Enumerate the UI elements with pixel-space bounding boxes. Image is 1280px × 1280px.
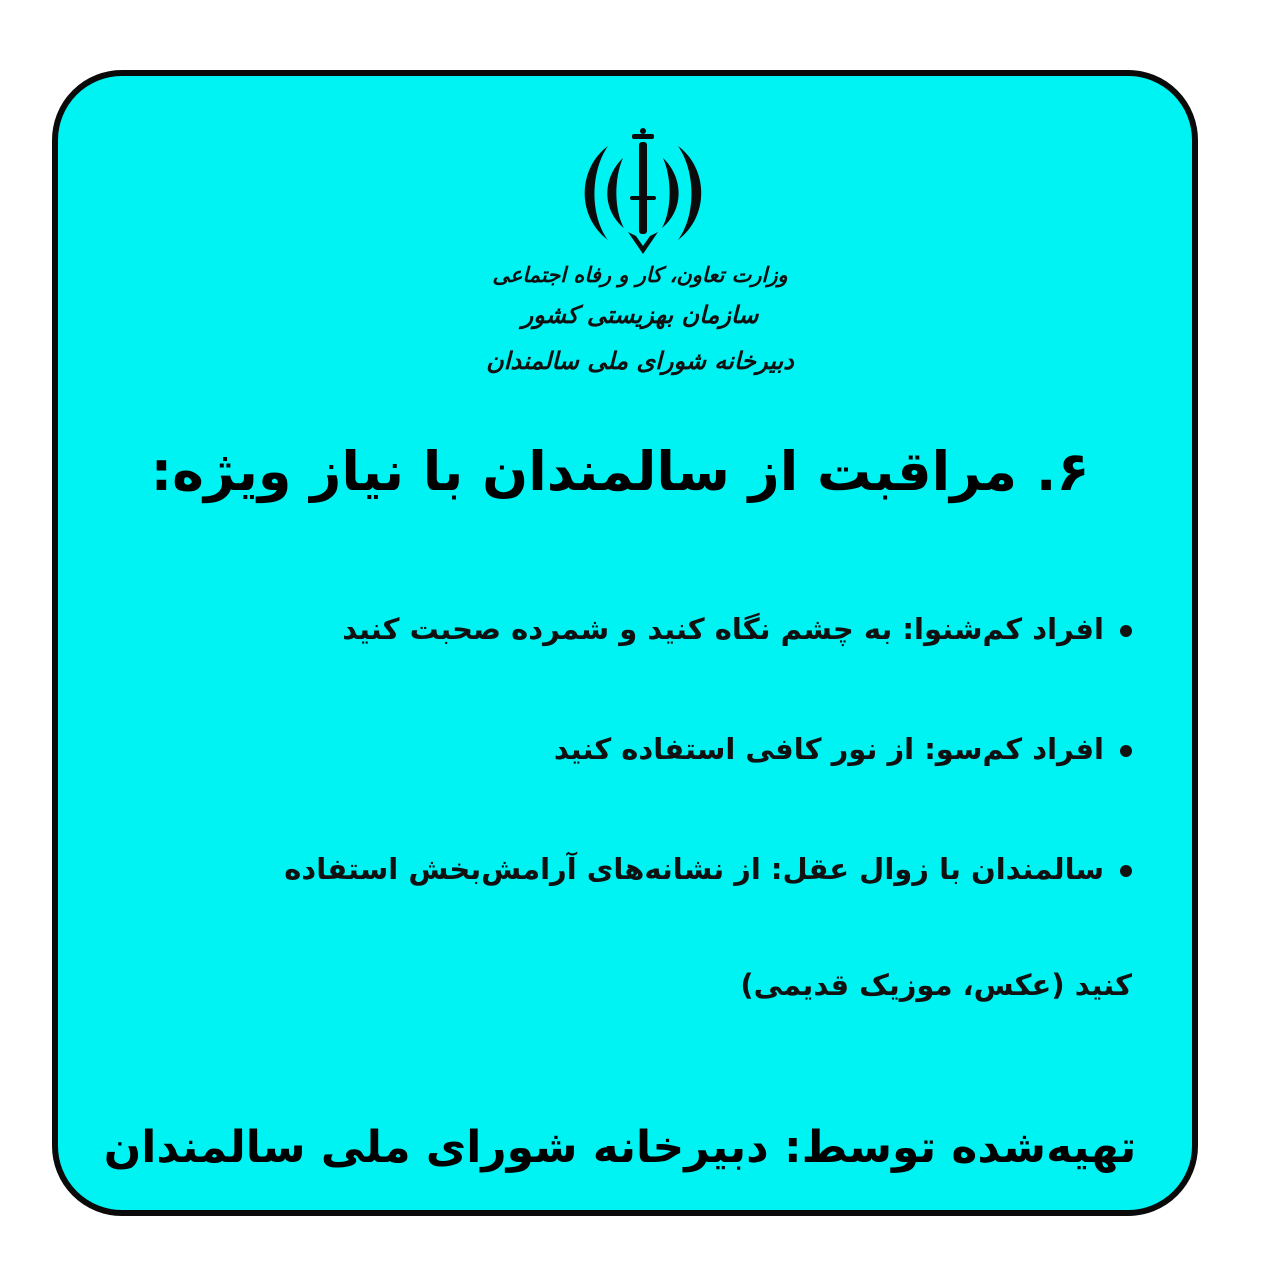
list-item-text: افراد کم‌سو: از نور کافی استفاده کنید: [553, 732, 1104, 766]
page-title: ۶. مراقبت از سالمندان با نیاز ویژه:: [150, 440, 1090, 503]
bullet-icon: [1120, 865, 1132, 877]
org-welfare: سازمان بهزیستی کشور: [521, 300, 759, 329]
org-secretariat: دبیرخانه شورای ملی سالمندان: [486, 346, 794, 375]
iran-emblem-icon: [568, 128, 718, 258]
list-item: [554, 732, 1132, 766]
bullet-icon: [1120, 625, 1132, 637]
footer-credit: تهیه‌شده توسط: دبیرخانه شورای ملی سالمندان: [103, 1122, 1137, 1173]
list-item: [342, 612, 1132, 646]
list-item: [284, 852, 1132, 886]
list-item-continuation: کنید (عکس، موزیک قدیمی): [740, 968, 1132, 1002]
bullet-icon: [1120, 745, 1132, 757]
list-item-text: سالمندان با زوال عقل: از نشانه‌های آرامش‌بخش استفاده: [284, 852, 1104, 886]
org-ministry: وزارت تعاون، کار و رفاه اجتماعی: [492, 262, 788, 287]
list-item-text: افراد کم‌شنوا: به چشم نگاه کنید و شمرده صحبت کنید: [342, 612, 1104, 646]
